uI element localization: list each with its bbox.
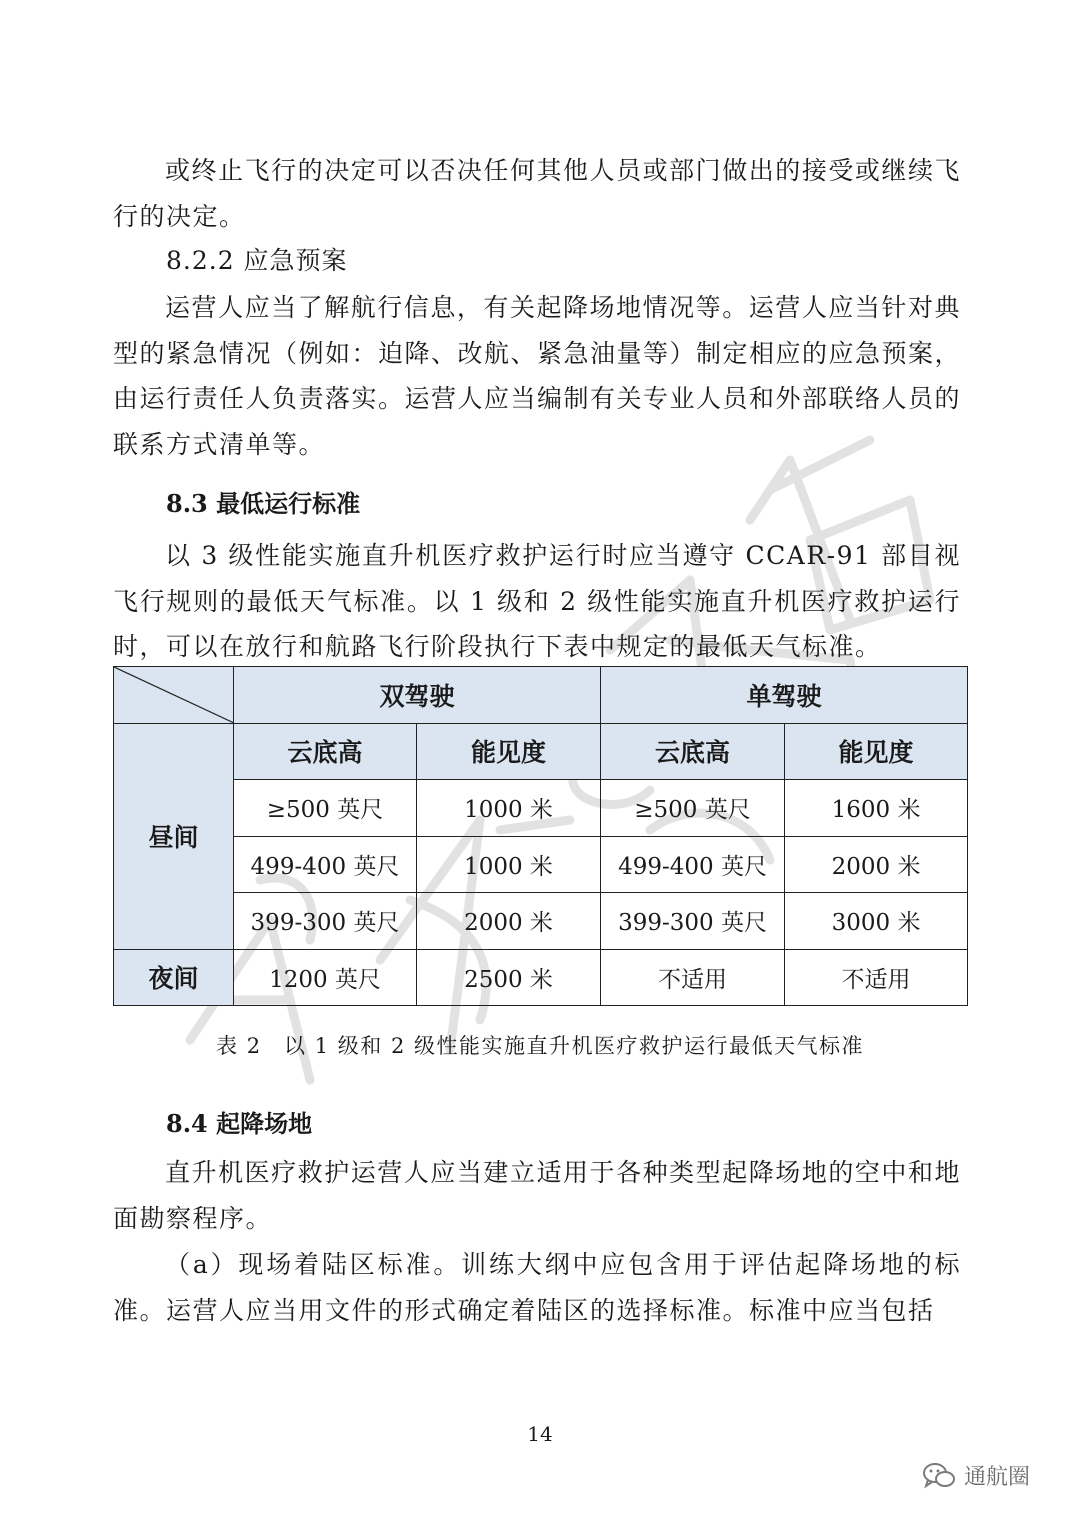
- table-cell: ≥500 英尺: [601, 780, 785, 837]
- page-number: 14: [527, 1422, 553, 1446]
- table-cell: 1600 米: [785, 780, 968, 837]
- table-cell: 399-300 英尺: [234, 893, 417, 950]
- paragraph-decision-continuation: 或终止飞行的决定可以否决任何其他人员或部门做出的接受或继续飞行的决定。: [113, 156, 961, 231]
- section-8-2-2-title: 8.2.2 应急预案: [166, 246, 348, 275]
- section-8-4-title: 8.4 起降场地: [166, 1109, 313, 1138]
- table-row: [114, 836, 968, 893]
- table-cell: 499-400 英尺: [601, 836, 785, 893]
- section-8-3-title: 8.3 最低运行标准: [166, 489, 361, 518]
- subheader-ceiling: 云底高: [234, 723, 417, 780]
- table-cell: 1200 英尺: [234, 949, 417, 1006]
- subheader-visibility: 能见度: [785, 723, 968, 780]
- subheader-visibility: 能见度: [417, 723, 601, 780]
- weather-minimums-table: [113, 666, 968, 1006]
- table-cell: ≥500 英尺: [234, 780, 417, 837]
- table-cell: 不适用: [601, 949, 785, 1006]
- table-cell: 2000 米: [417, 893, 601, 950]
- table-cell: 399-300 英尺: [601, 893, 785, 950]
- table-cell: 2500 米: [417, 949, 601, 1006]
- diagonal-corner-cell: [114, 667, 234, 724]
- subheader-ceiling: 云底高: [601, 723, 785, 780]
- table-cell: 1000 米: [417, 780, 601, 837]
- wechat-account-logo: [922, 1460, 1030, 1491]
- paragraph-landing-zone-criteria: （a）现场着陆区标准。训练大纲中应包含用于评估起降场地的标准。运营人应当用文件的形式确定着陆区的选择标准。标准中应当包括: [113, 1250, 961, 1325]
- table-cell: 不适用: [785, 949, 968, 1006]
- paragraph-weather-minimums: 以 3 级性能实施直升机医疗救护运行时应当遵守 CCAR-91 部目视飞行规则的最低天气标准。以 1 级和 2 级性能实施直升机医疗救护运行时，可以在放行和航路飞行阶段执行下表中规定的最低天气标准。: [113, 541, 961, 661]
- paragraph-emergency-plan: 运营人应当了解航行信息，有关起降场地情况等。运营人应当针对典型的紧急情况（例如：迫降、改航、紧急油量等）制定相应的应急预案，由运行责任人负责落实。运营人应当编制有关专业人员和外部联络人员的联系方式清单等。: [113, 293, 962, 459]
- table-row: [114, 893, 968, 950]
- night-label-cell: 夜间: [114, 949, 234, 1006]
- table-cell: 2000 米: [785, 836, 968, 893]
- table-row-night: [114, 949, 968, 1006]
- table-header-row: [114, 667, 968, 724]
- table-cell: 1000 米: [417, 836, 601, 893]
- day-label-cell: 昼间: [114, 723, 234, 949]
- paragraph-site-survey: 直升机医疗救护运营人应当建立适用于各种类型起降场地的空中和地面勘察程序。: [113, 1158, 961, 1233]
- table-row: [114, 780, 968, 837]
- table-cell: 3000 米: [785, 893, 968, 950]
- account-name: 通航圈: [964, 1465, 1031, 1490]
- wechat-chat-bubbles-icon: [922, 1462, 956, 1490]
- table-subheader-row: [114, 723, 968, 780]
- table-cell: 499-400 英尺: [234, 836, 417, 893]
- single-pilot-header: 单驾驶: [601, 667, 968, 724]
- table-caption: 表 2 以 1 级和 2 级性能实施直升机医疗救护运行最低天气标准: [216, 1034, 864, 1058]
- dual-pilot-header: 双驾驶: [234, 667, 601, 724]
